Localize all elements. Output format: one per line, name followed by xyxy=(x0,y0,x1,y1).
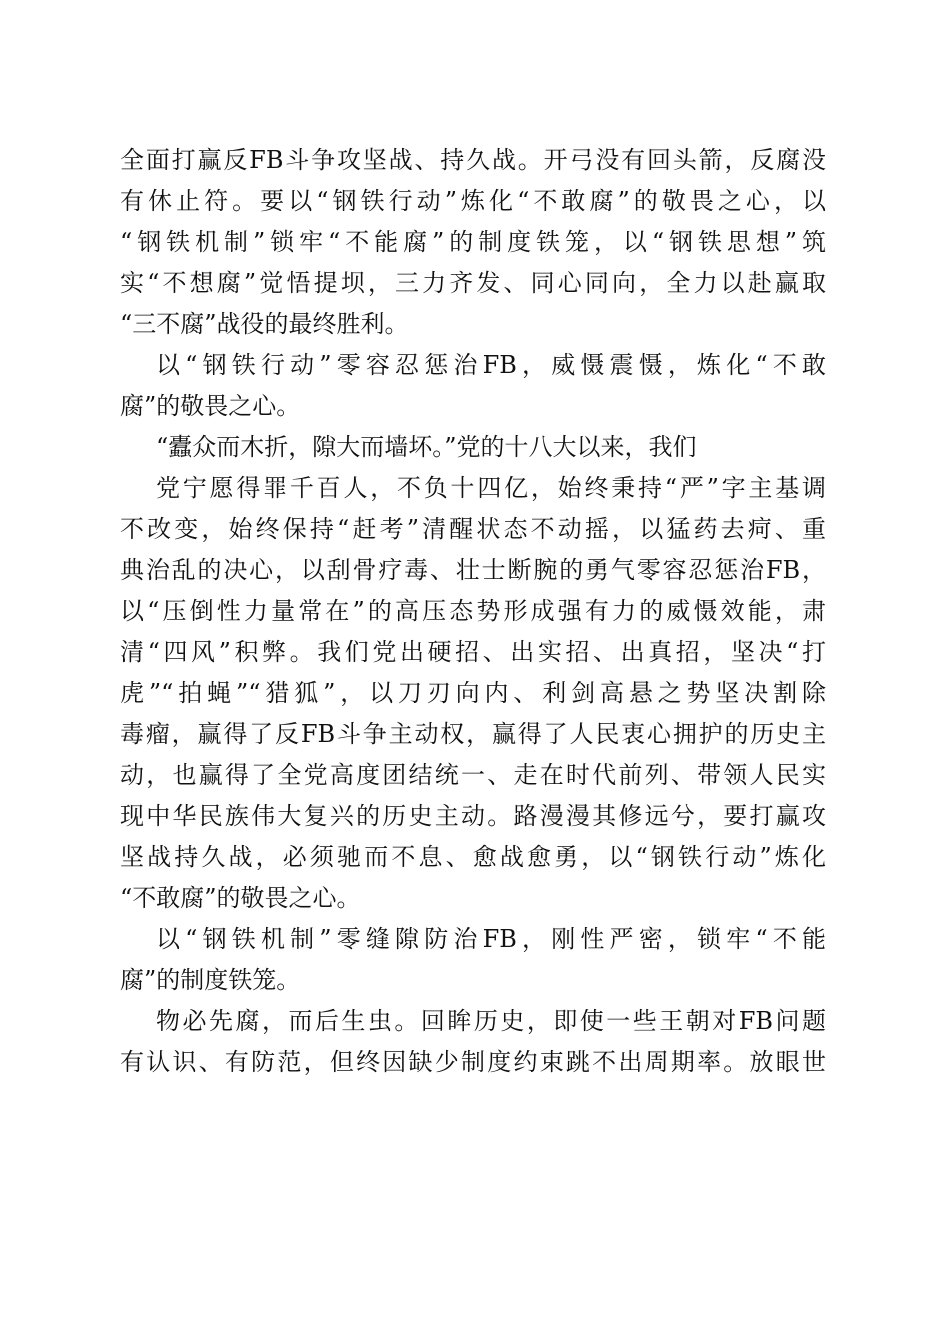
text-line: “蠹众而木折，隙大而墙坏。”党的十八大以来，我们 xyxy=(156,433,697,461)
text-line: “钢铁机制”锁牢“不能腐”的制度铁笼，以“钢铁思想”筑 xyxy=(120,228,826,256)
section-heading-line: 腐”的敬畏之心。 xyxy=(120,392,301,420)
section-heading-line: 以“钢铁行动”零容忍惩治FB，威慑震慑，炼化“不敢 xyxy=(156,351,826,379)
text-line: 典治乱的决心，以刮骨疗毒、壮士断腕的勇气零容忍惩治FB， xyxy=(120,556,826,584)
text-line: “三不腐”战役的最终胜利。 xyxy=(120,310,409,338)
text-line: 不改变，始终保持“赶考”清醒状态不动摇，以猛药去疴、重 xyxy=(120,515,826,543)
text-line: 全面打赢反FB斗争攻坚战、持久战。开弓没有回头箭，反腐没 xyxy=(120,146,826,174)
text-line: 坚战持久战，必须驰而不息、愈战愈勇，以“钢铁行动”炼化 xyxy=(120,843,826,871)
text-line: 物必先腐，而后生虫。回眸历史，即使一些王朝对FB问题 xyxy=(156,1007,826,1035)
body-text xyxy=(120,140,826,1083)
text-line: 虎”“拍蝇”“猎狐”，以刀刃向内、利剑高悬之势坚决割除 xyxy=(120,679,826,707)
text-line: “不敢腐”的敬畏之心。 xyxy=(120,884,361,912)
text-line: 有休止符。要以“钢铁行动”炼化“不敢腐”的敬畏之心，以 xyxy=(120,187,826,215)
text-line: 以“压倒性力量常在”的高压态势形成强有力的威慑效能，肃 xyxy=(120,597,826,625)
text-line: 清“四风”积弊。我们党出硬招、出实招、出真招，坚决“打 xyxy=(120,638,826,666)
text-line: 动，也赢得了全党高度团结统一、走在时代前列、带领人民实 xyxy=(120,761,826,789)
text-line: 党宁愿得罪千百人，不负十四亿，始终秉持“严”字主基调 xyxy=(156,474,826,502)
text-line: 有认识、有防范，但终因缺少制度约束跳不出周期率。放眼世 xyxy=(120,1048,826,1076)
text-line: 实“不想腐”觉悟提坝，三力齐发、同心同向，全力以赴赢取 xyxy=(120,269,826,297)
section-heading-line: 以“钢铁机制”零缝隙防治FB，刚性严密，锁牢“不能 xyxy=(156,925,826,953)
text-line: 现中华民族伟大复兴的历史主动。路漫漫其修远兮，要打赢攻 xyxy=(120,802,826,830)
section-heading-line: 腐”的制度铁笼。 xyxy=(120,966,301,994)
text-line: 毒瘤，赢得了反FB斗争主动权，赢得了人民衷心拥护的历史主 xyxy=(120,720,826,748)
